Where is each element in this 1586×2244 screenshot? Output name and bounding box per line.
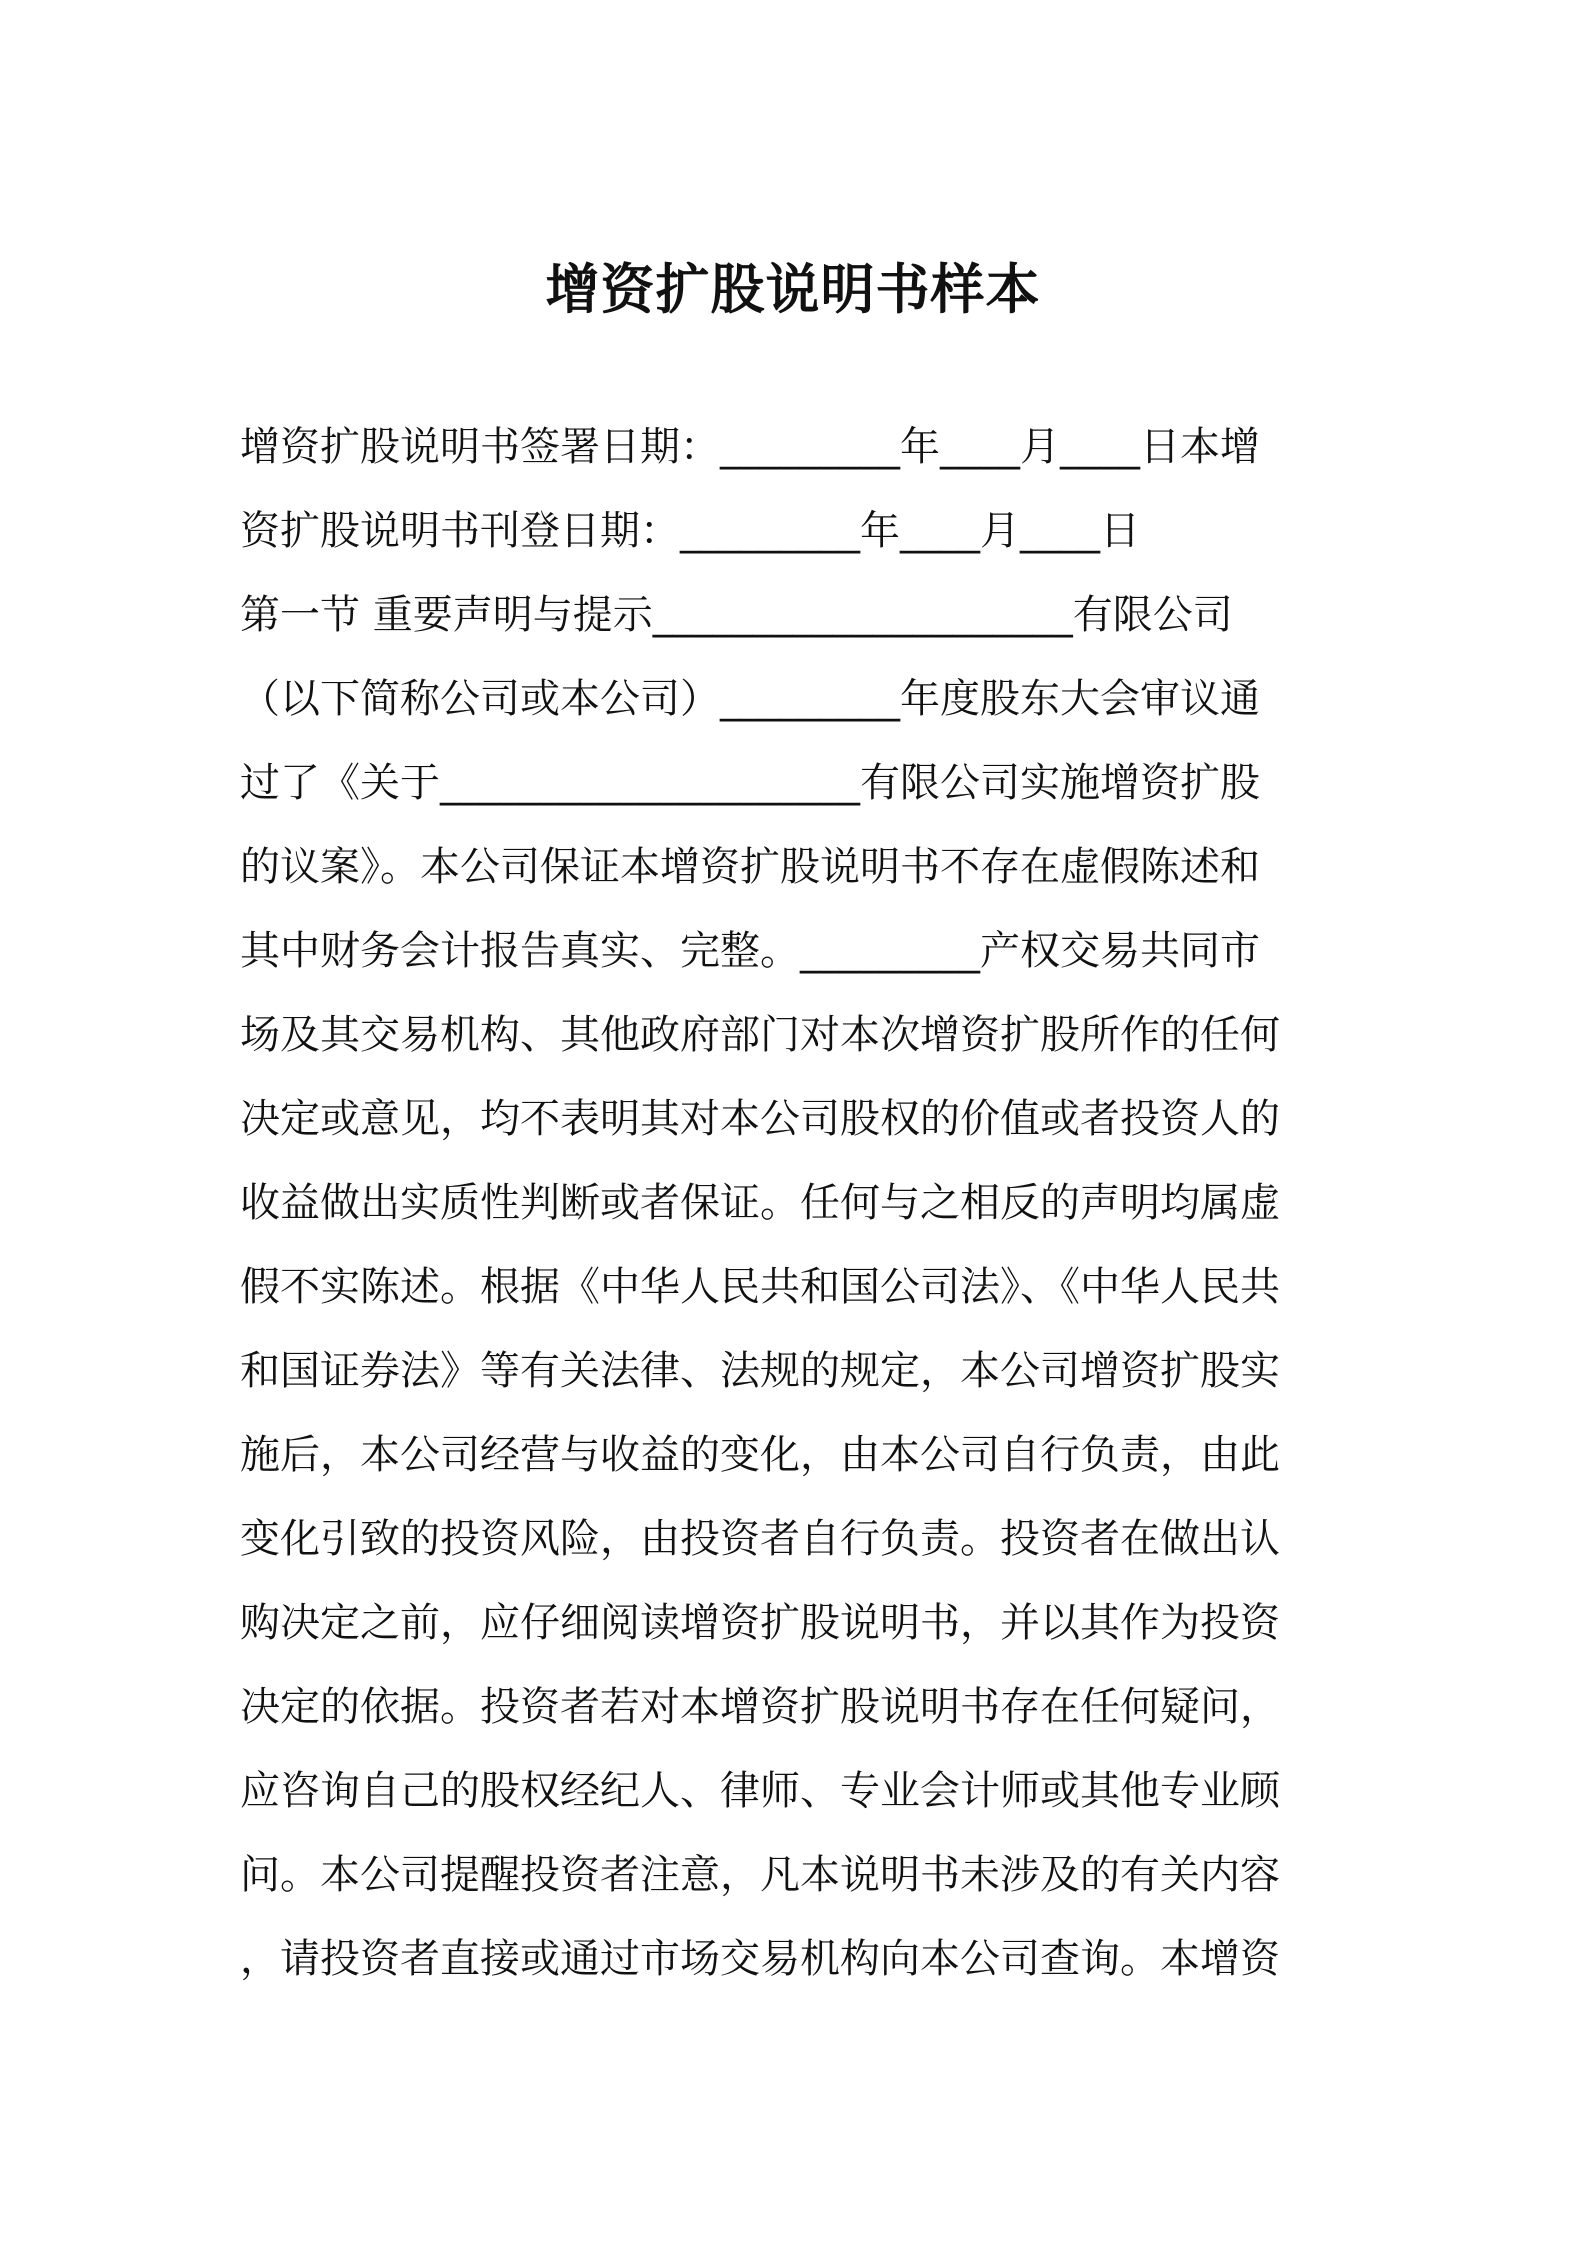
text-line: 资扩股说明书刊登日期：_________年____月____日 [240,508,1140,554]
text-line: ，请投资者直接或通过市场交易机构向本公司查询。本增资 [240,1936,1280,1982]
text-line: 的议案》。本公司保证本增资扩股说明书不存在虚假陈述和 [240,844,1260,890]
text-line: 收益做出实质性判断或者保证。任何与之相反的声明均属虚 [240,1180,1280,1226]
document-title: 增资扩股说明书样本 [545,258,1041,321]
text-line: （以下简称公司或本公司）_________年度股东大会审议通 [240,676,1260,722]
text-line: 场及其交易机构、其他政府部门对本次增资扩股所作的任何 [240,1012,1280,1058]
document-body [240,405,1350,2001]
text-line: 变化引致的投资风险，由投资者自行负责。投资者在做出认 [240,1516,1280,1562]
text-line: 购决定之前，应仔细阅读增资扩股说明书，并以其作为投资 [240,1600,1280,1646]
text-line: 其中财务会计报告真实、完整。_________产权交易共同市 [240,928,1260,974]
text-line: 和国证券法》等有关法律、法规的规定，本公司增资扩股实 [240,1348,1280,1394]
text-line: 决定或意见，均不表明其对本公司股权的价值或者投资人的 [240,1096,1280,1142]
text-line: 第一节 重要声明与提示_____________________有限公司 [240,592,1233,638]
text-line: 应咨询自己的股权经纪人、律师、专业会计师或其他专业顾 [240,1768,1280,1814]
text-line: 假不实陈述。根据《中华人民共和国公司法》、《中华人民共 [240,1264,1280,1310]
text-line: 问。本公司提醒投资者注意，凡本说明书未涉及的有关内容 [240,1852,1280,1898]
text-line: 过了《关于_____________________有限公司实施增资扩股 [240,760,1260,806]
text-line: 施后，本公司经营与收益的变化，由本公司自行负责，由此 [240,1432,1280,1478]
text-line: 决定的依据。投资者若对本增资扩股说明书存在任何疑问， [240,1684,1280,1730]
text-line: 增资扩股说明书签署日期：_________年____月____日本增 [240,424,1260,470]
